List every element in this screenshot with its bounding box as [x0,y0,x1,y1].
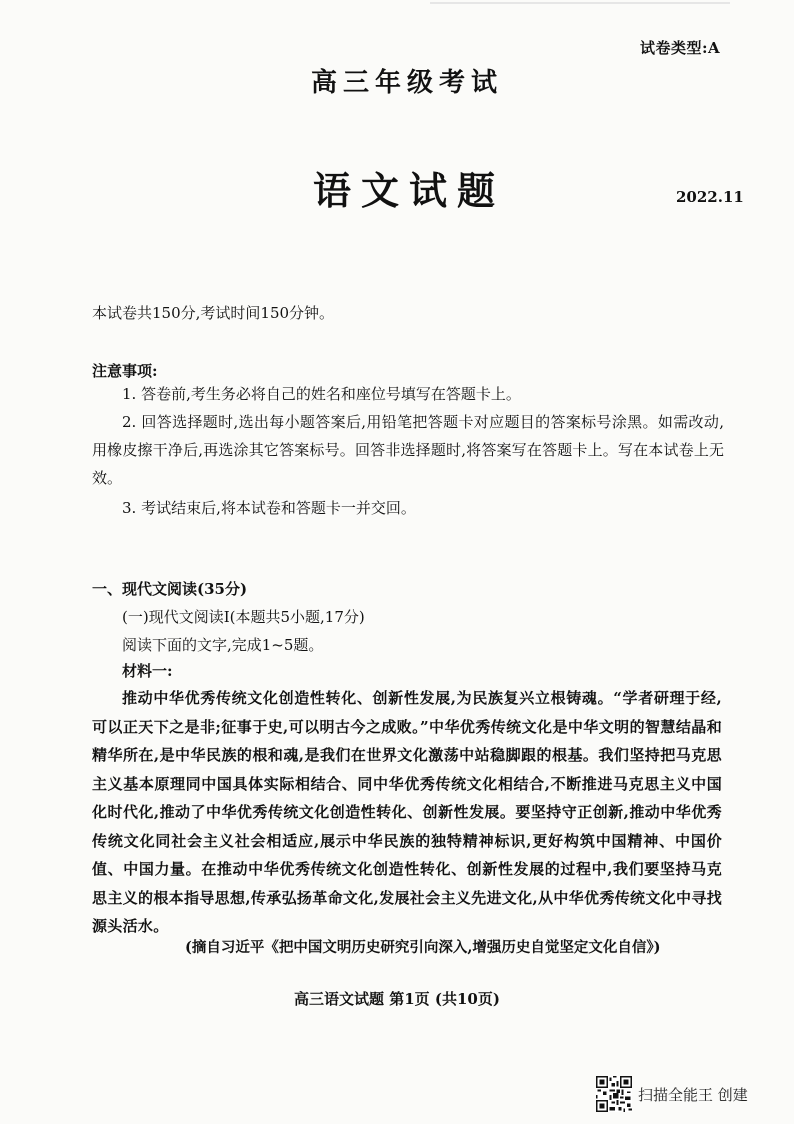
notice-heading: 注意事项: [92,362,158,380]
subsection-heading: (一)现代文阅读Ⅰ(本题共5小题,17分) [122,608,365,626]
notice-item-1: 1. 答卷前,考生务必将自己的姓名和座位号填写在答题卡上。 [122,385,521,403]
exam-intro: 本试卷共150分,考试时间150分钟。 [92,304,335,322]
exam-title: 高三年级考试 [310,68,503,98]
qr-code-icon [596,1076,632,1112]
material-paragraph: 推动中华优秀传统文化创造性转化、创新性发展,为民族复兴立根铸魂。“学者研理于经,可以正天下之是非;征事于史,可以明古今之成败。”中华优秀传统文化是中华文明的智慧结晶和精华所在,是中华民族的根和魂,是我们在世界文化激荡中站稳脚跟的根基。我们坚持把马克思主义基本原理同中国具体实际相结合、同中华优秀传统文化相结合,不断推进马克思主义中国化时代化,推动了中华优秀传统文化创造性转化、创新性发展。要坚持守正创新,推动中华优秀传统文化同社会主义社会相适应,展示中华民族的独特精神标识,更好构筑中国精神、中国价值、中国力量。在推动中华优秀传统文化创造性转化、创新性发展的过程中,我们要坚持马克思主义的根本指导思想,传承弘扬革命文化,发展社会主义先进文化,从中华优秀传统文化中寻找源头活水。 [92,689,722,935]
page-footer: 高三语文试题 第1页 (共10页) [294,990,500,1008]
subject-title: 语文试题 [312,168,505,213]
material-label: 材料一: [122,662,173,680]
reading-instruction: 阅读下面的文字,完成1~5题。 [122,636,324,654]
exam-date: 2022.11 [676,188,744,206]
scan-edge-line [430,2,730,4]
scanner-watermark [596,1076,748,1112]
paper-type-label: 试卷类型:A [640,39,721,57]
material-citation: (摘自习近平《把中国文明历史研究引向深入,增强历史自觉坚定文化自信》) [185,939,661,956]
scanner-label: 扫描全能王 创建 [638,1085,748,1104]
notice-item-3: 3. 考试结束后,将本试卷和答题卡一并交回。 [122,499,416,517]
notice-item-2: 2. 回答选择题时,选出每小题答案后,用铅笔把答题卡对应题目的答案标号涂黑。如需改动,用橡皮擦干净后,再选涂其它答案标号。回答非选择题时,将答案写在答题卡上。写在本试卷上无效。 [92,413,724,487]
section-heading: 一、现代文阅读(35分) [92,580,248,598]
